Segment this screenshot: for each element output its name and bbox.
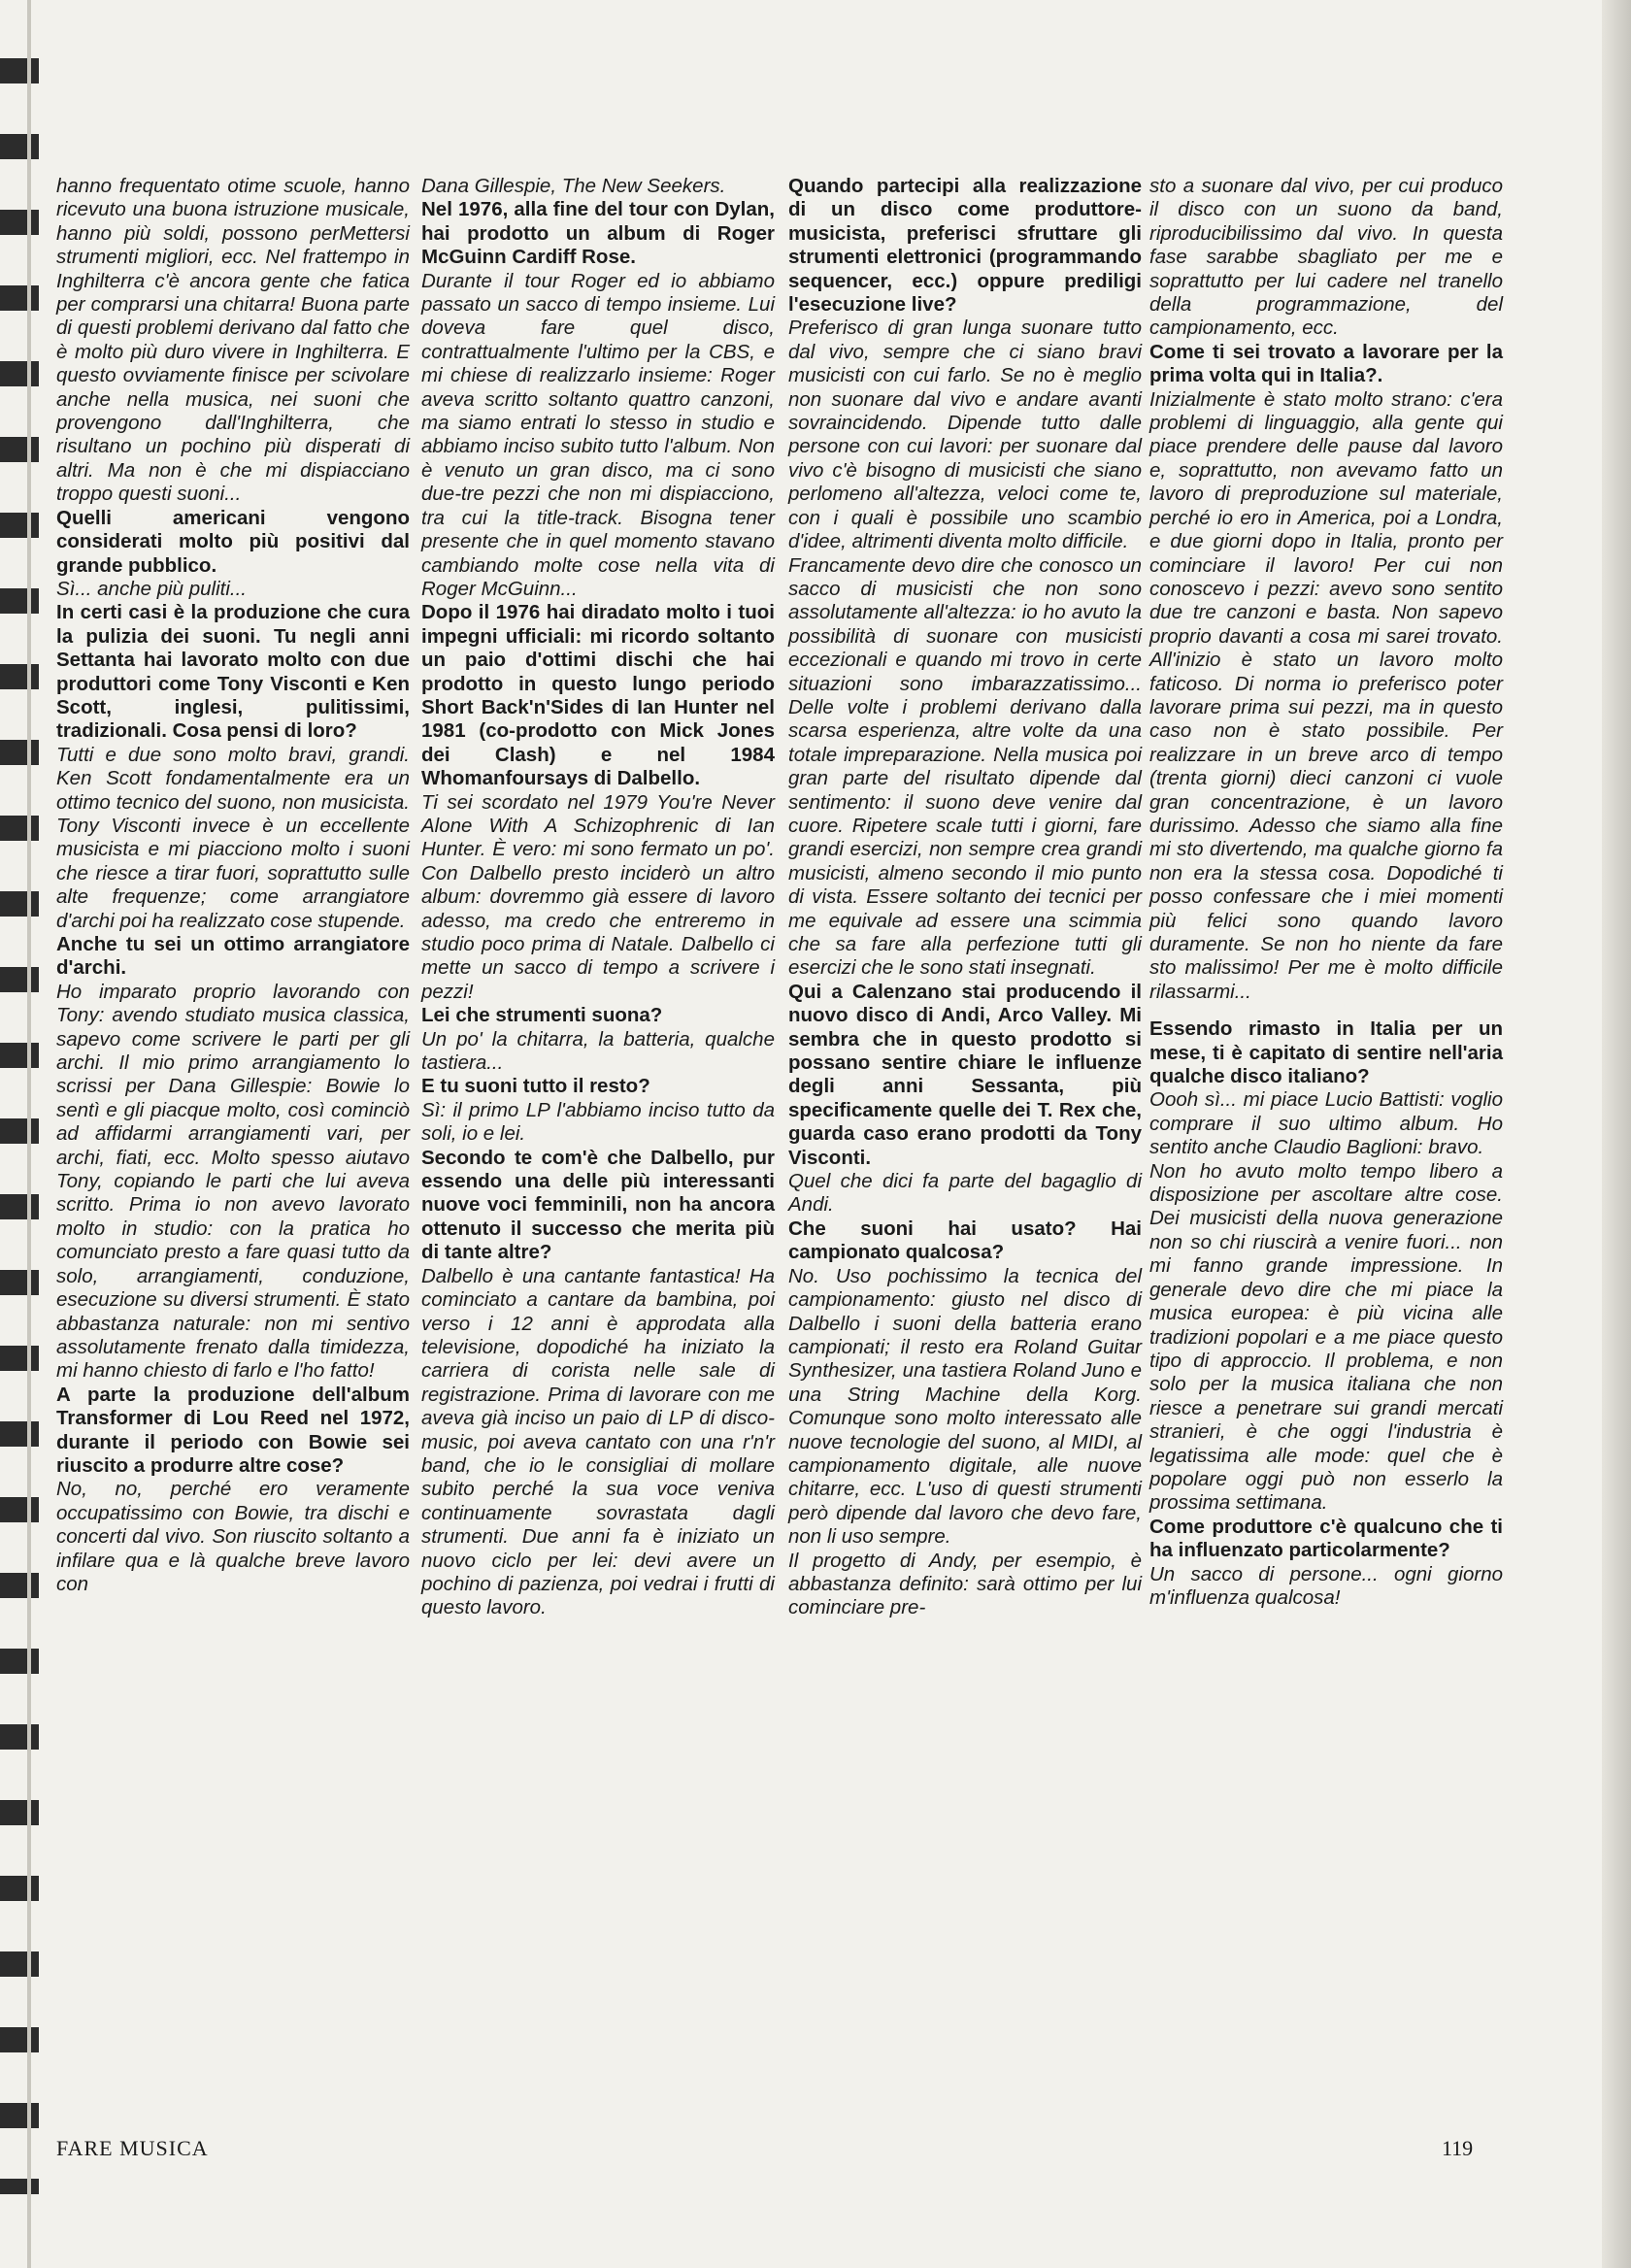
interview-answer: Preferisco di gran lunga suonare tutto dal vivo, sempre che ci siano bravi musicisti con cui farlo. Se no è meglio non suonare dal vivo e andare avanti sovraincidendo. Dipende tutto dalle persone con cui lavori: per suonare dal vivo c'è bisogno di musicisti che siano perlomeno all'altezza, veloci come te, con i quali è possibile uno scambio d'idee, altrimenti diventa molto difficile. — [788, 317, 1142, 553]
interview-question: Secondo te com'è che Dalbello, pur essendo una delle più interessanti nuove voci femminili, non ha ancora ottenuto il successo che merita più di tante altre? — [421, 1146, 775, 1264]
interview-answer: Ho imparato proprio lavorando con Tony: avendo studiato musica classica, sapevo come scrivere le parti per gli archi. Il mio primo arrangiamento lo scrissi per Dana Gillespie: Bowie lo sentì e gli piacque molto, così cominciò ad affidarmi arrangiamenti vari, per archi, fiati, ecc. Molto spesso aiutavo Tony, copiando le parti che lui aveva scritto. Prima io non avevo lavorato molto in studio: con la pratica ho comunciato presto a fare quasi tutto da solo, arrangiamenti, conduzione, esecuzione su diversi strumenti. È stato abbastanza naturale: non mi sentivo assolutamente frenato dalla timidezza, mi hanno chiesto di farlo e l'ho fatto! — [56, 980, 410, 1383]
text-column-2 — [421, 175, 775, 1620]
text-column-1 — [56, 175, 410, 1596]
interview-question: Come ti sei trovato a lavorare per la prima volta qui in Italia?. — [1149, 340, 1503, 387]
interview-answer: Un sacco di persone... ogni giorno m'influenza qualcosa! — [1149, 1562, 1503, 1609]
interview-answer: No. Uso pochissimo la tecnica del campionamento: giusto nel disco di Dalbello i suoni della batteria erano campionati; il resto era Roland Guitar Synthesizer, una tastiera Roland Juno e una String Machine della Korg. Comunque sono molto interessato alle nuove tecnologie del suono, al MIDI, al campionamento digitale, alle nuove chitarre, ecc. L'uso di questi strumenti però dipende dal lavoro che devo fare, non li uso sempre. — [788, 1264, 1142, 1549]
interview-answer: No, no, perché ero veramente occupatissimo con Bowie, tra dischi e concerti dal vivo. Son riuscito soltanto a infilare qua e là qualche breve lavoro con — [56, 1478, 410, 1595]
interview-question: E tu suoni tutto il resto? — [421, 1075, 650, 1098]
interview-question: Nel 1976, alla fine del tour con Dylan, hai prodotto un album di Roger McGuinn Cardiff Rose. — [421, 198, 775, 269]
interview-question: Essendo rimasto in Italia per un mese, ti è capitato di sentire nell'aria qualche disco italiano? — [1149, 1017, 1503, 1088]
interview-question: Che suoni hai usato? Hai campionato qualcosa? — [788, 1217, 1142, 1264]
interview-question: Qui a Calenzano stai producendo il nuovo disco di Andi, Arco Valley. Mi sembra che in questo prodotto si possano sentire chiare le influenze degli anni Sessanta, più specificamente quelle dei T. Rex che, guarda caso erano prodotti da Tony Visconti. — [788, 980, 1142, 1169]
interview-question: Lei che strumenti suona? — [421, 1004, 663, 1027]
interview-answer: Quel che dici fa parte del bagaglio di Andi. — [788, 1170, 1142, 1217]
interview-answer: Sì... anche più puliti... — [56, 577, 248, 600]
page-edge — [1602, 0, 1631, 2268]
interview-answer: Dana Gillespie, The New Seekers. — [421, 175, 726, 197]
interview-answer: Oooh sì... mi piace Lucio Battisti: voglio comprare il suo ultimo album. Ho sentito anche Claudio Baglioni: bravo. — [1149, 1088, 1503, 1159]
magazine-title: FARE MUSICA — [56, 2136, 209, 2160]
interview-answer: Non ho avuto molto tempo libero a disposizione per ascoltare altre cose. Dei musicisti della nuova generazione non so chi riuscirà a venire fuori... non mi fanno grande impressione. In generale devo dire che mi piace la musica europea: è più vicina alle tradizioni popolari e a me piace questo tipo di approccio. Il problema, e non solo per la musica italiana che non riesce a penetrare sui grandi mercati stranieri, è che oggi l'industria è legatissima alle mode: quel che è popolare oggi può non esserlo la prossima settimana. — [1149, 1159, 1503, 1515]
interview-answer: Francamente devo dire che conosco un sacco di musicisti che non sono assolutamente all'altezza: io ho avuto la possibilità di suonare con musicisti eccezionali e quando mi trovo in certe situazioni sono imbarazzatissimo... Delle volte i problemi derivano dalla scarsa esperienza, altre volte da una totale impreparazione. Nella musica poi gran parte del risultato dipende dal sentimento: il suono deve venire dal cuore. Ripetere scale tutti i giorni, fare grandi esercizi, non sempre crea grandi musicisti, almeno secondo il mio punto di vista. Essere soltanto dei tecnici per me equivale ad essere una scimmia che sa fare alla perfezione tutti gli esercizi che le sono stati insegnati. — [788, 553, 1142, 980]
interview-answer: Sì: il primo LP l'abbiamo inciso tutto da soli, io e lei. — [421, 1098, 775, 1146]
interview-answer: Tutti e due sono molto bravi, grandi. Ken Scott fondamentalmente era un ottimo tecnico del suono, non musicista. Tony Visconti invece è un eccellente musicista e mi piacciono molto i suoni che riesce a tirar fuori, soprattutto sulle alte frequenze; come arrangiatore d'archi poi ha realizzato cose stupende. — [56, 743, 410, 932]
text-column-4 — [1149, 175, 1503, 1610]
interview-question: In certi casi è la produzione che cura la pulizia dei suoni. Tu negli anni Settanta hai lavorato molto con due produttori come Tony Visconti e Ken Scott, inglesi, pulitissimi, tradizionali. Cosa pensi di loro? — [56, 601, 410, 743]
interview-answer: sto a suonare dal vivo, per cui produco il disco con un suono da band, riproducibilissimo dal vivo. In questa fase sarabbe sbagliato per me e soprattutto per lui cadere nel tranello della programmazione, del campionamento, ecc. — [1149, 175, 1503, 340]
page-number: 119 — [1442, 2136, 1474, 2160]
interview-question: A parte la produzione dell'album Transformer di Lou Reed nel 1972, durante il periodo con Bowie sei riuscito a produrre altre cose? — [56, 1383, 410, 1477]
binding-edge — [27, 0, 31, 2268]
interview-question: Dopo il 1976 hai diradato molto i tuoi impegni ufficiali: mi ricordo soltanto un paio d'ottimi dischi che hai prodotto in questo lungo periodo Short Back'n'Sides di Ian Hunter nel 1981 (co-prodotto con Mick Jones dei Clash) e nel 1984 Whomanfoursays di Dalbello. — [421, 601, 775, 790]
interview-question: Anche tu sei un ottimo arrangiatore d'archi. — [56, 933, 410, 980]
interview-question: Come produttore c'è qualcuno che ti ha influenzato particolarmente? — [1149, 1515, 1503, 1562]
interview-answer: Il progetto di Andy, per esempio, è abbastanza definito: sarà ottimo per lui cominciare pre- — [788, 1549, 1142, 1619]
interview-question: Quando partecipi alla realizzazione di un disco come produttore-musicista, preferisci sfruttare gli strumenti elettronici (programmando sequencer, ecc.) oppure prediligi l'esecuzione live? — [788, 175, 1142, 317]
interview-question: Quelli americani vengono considerati molto più positivi dal grande pubblico. — [56, 506, 410, 577]
interview-answer: Un po' la chitarra, la batteria, qualche tastiera... — [421, 1027, 775, 1075]
interview-answer: Inizialmente è stato molto strano: c'era problemi di linguaggio, alla gente qui piace prendere delle pause dal lavoro e, soprattutto, non avevamo fatto un lavoro di preproduzione sul materiale, perché io ero in America, poi a Londra, e due giorni dopo in Italia, pronto per cominciare il lavoro! Per cui non conoscevo i pezzi: avevo sono sentito due tre canzoni e basta. Non sapevo proprio davanti a cosa mi sarei trovato. All'inizio è stato un lavoro molto faticoso. Di norma io preferisco poter lavorare prima sui pezzi, ma in questo caso non è stato possibile. Per realizzare in un breve arco di tempo (trenta giorni) dieci canzoni ci vuole gran concentrazione, è un lavoro durissimo. Adesso che siamo alla fine mi sto divertendo, ma qualche giorno fa non era la stessa cosa. Dopodiché ti posso confessare che i miei momenti più felici sono quando lavoro duramente. Se non ho niente da fare sto malissimo! Per me è molto difficile rilassarmi... — [1149, 387, 1503, 1003]
text-column-3 — [788, 175, 1142, 1620]
interview-answer: Dalbello è una cantante fantastica! Ha cominciato a cantare da bambina, poi verso i 12 anni è approdata alla televisione, dopodiché ha iniziato la carriera di corista nelle sale di registrazione. Prima di lavorare con me aveva già inciso un paio di LP di disco-music, poi aveva cantato con una r'n'r band, che io le consigliai di mollare subito perché la sua voce veniva continuamente sovrastata dagli strumenti. Due anni fa è iniziato un nuovo ciclo per lei: devi avere un pochino di pazienza, poi vedrai i frutti di questo lavoro. — [421, 1264, 775, 1619]
interview-answer: Durante il tour Roger ed io abbiamo passato un sacco di tempo insieme. Lui doveva fare quel disco, contrattualmente l'ultimo per la CBS, e mi chiese di realizzarlo insieme: Roger aveva scritto soltanto quattro canzoni, ma siamo entrati lo stesso in studio e abbiamo inciso subito tutto l'album. Non è venuto un gran disco, ma ci sono due-tre pezzi che non mi dispiacciono, tra cui la title-track. Bisogna tener presente che in quel momento stavano cambiando molte cose nella vita di Roger McGuinn... — [421, 269, 775, 600]
spiral-binding — [0, 58, 39, 2194]
interview-answer: hanno frequentato otime scuole, hanno ricevuto una buona istruzione musicale, hanno più soldi, possono perMettersi strumenti migliori, ecc. Nel frattempo in Inghilterra c'è ancora gente che fatica per comprarsi una chitarra! Buona parte di questi problemi derivano dal fatto che è molto più duro vivere in Inghilterra. E questo ovviamente finisce per scivolare anche nella musica, nei suoni che provengono dall'Inghilterra, che risultano un pochino più disperati di altri. Ma non è che mi dispiacciano troppo questi suoni... — [56, 175, 410, 506]
interview-answer: Ti sei scordato nel 1979 You're Never Alone With A Schizophrenic di Ian Hunter. È vero: mi sono fermato un po'. Con Dalbello presto inciderò un altro album: dovremmo già essere di lavoro adesso, ma credo che entreremo in studio poco prima di Natale. Dalbello ci mette un sacco di tempo a scrivere i pezzi! — [421, 790, 775, 1003]
